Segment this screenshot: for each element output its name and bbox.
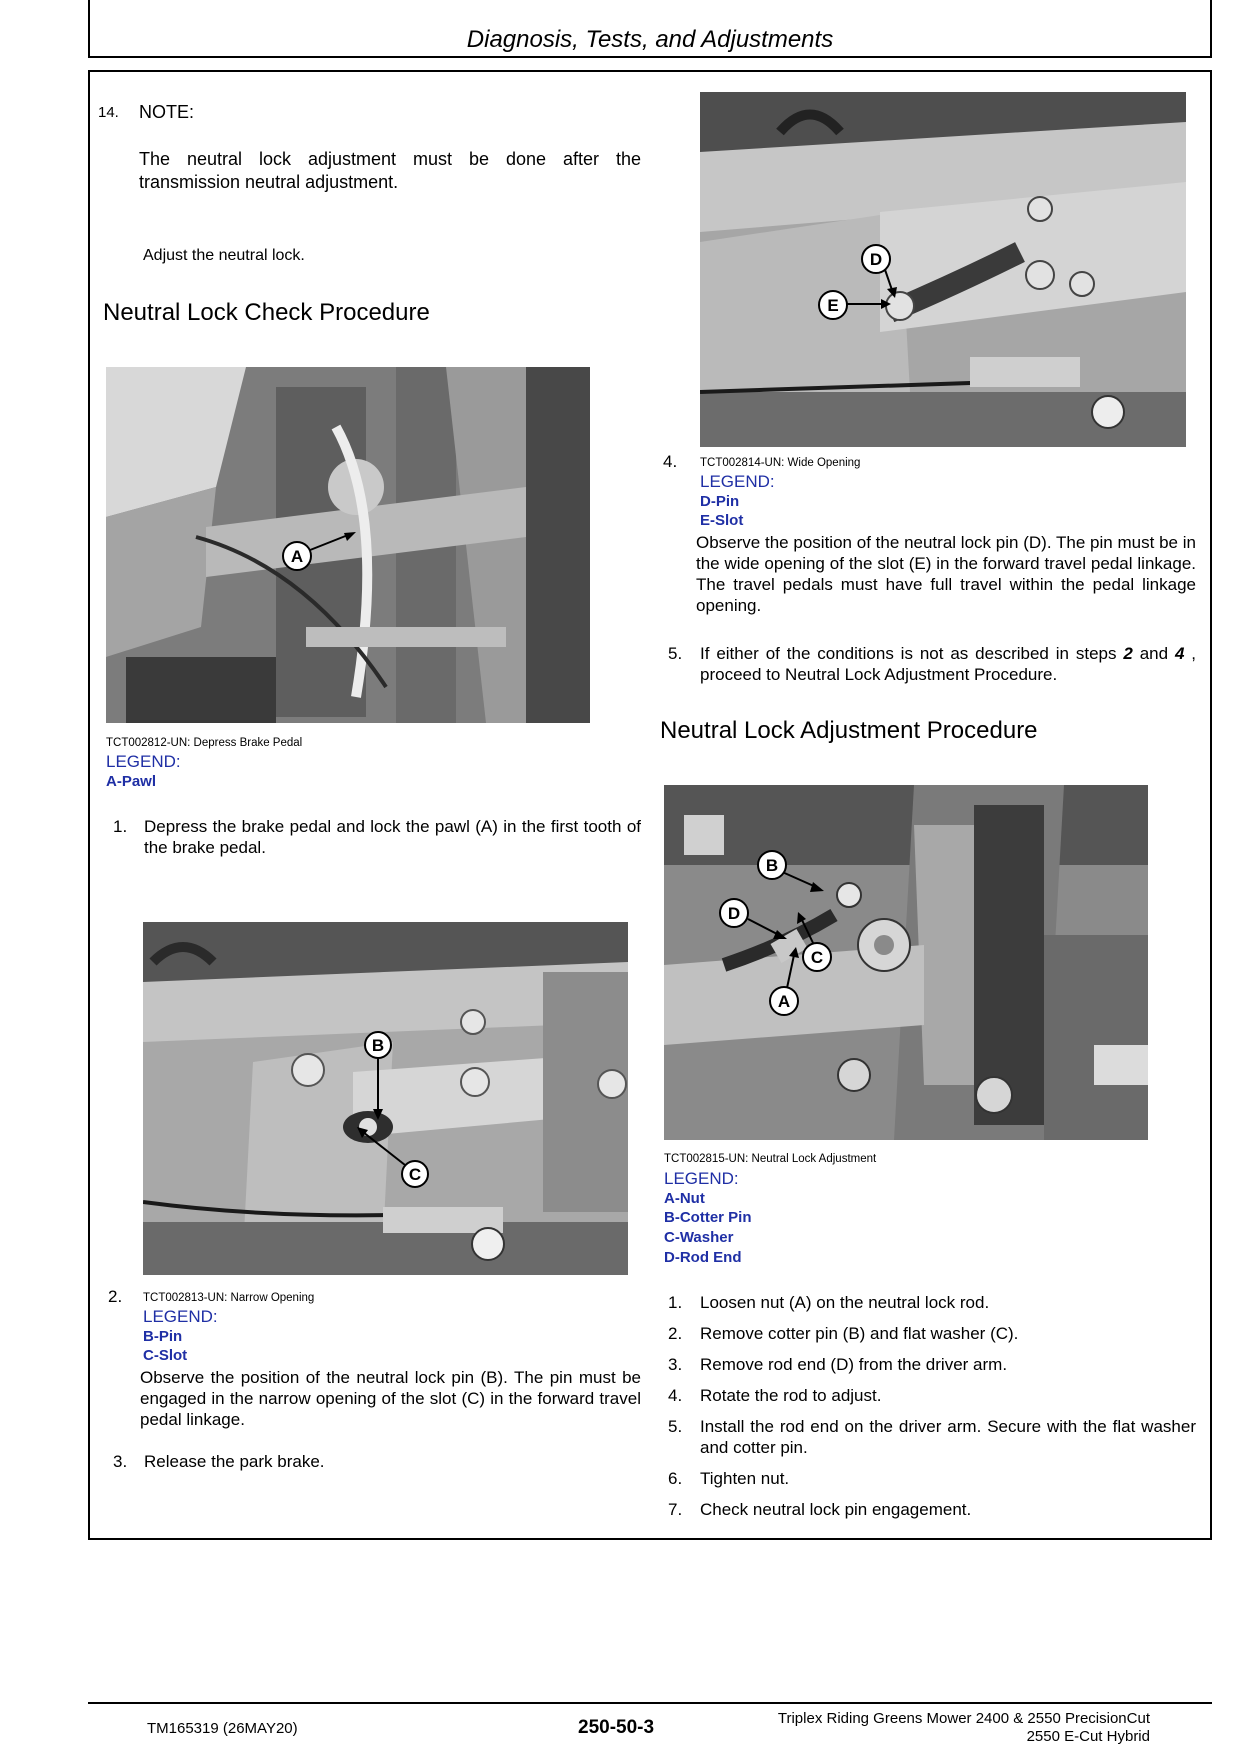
adjust-step-number: 5.	[668, 1417, 683, 1436]
note-label: NOTE:	[139, 102, 195, 122]
footer-product-line-2: 2550 E-Cut Hybrid	[1026, 1728, 1150, 1745]
callout-a-fig4: A	[777, 992, 791, 1011]
figure4-legend-item-1: A-Nut	[664, 1190, 705, 1207]
adjust-step-number: 2.	[668, 1324, 683, 1343]
adjust-step-text: Check neutral lock pin engagement.	[700, 1500, 972, 1519]
check-step-1-number: 1.	[113, 817, 128, 836]
figure4-legend-item-4: D-Rod End	[664, 1249, 742, 1266]
adjust-step-number: 6.	[668, 1469, 683, 1488]
adjustment-procedure-heading: Neutral Lock Adjustment Procedure	[660, 717, 1038, 744]
check-step-3-text: Release the park brake.	[144, 1452, 325, 1471]
callout-c-fig4: C	[810, 948, 824, 967]
figure4-legend-item-2: B-Cotter Pin	[664, 1209, 752, 1226]
callout-a: A	[290, 547, 304, 566]
adjust-step-number: 1.	[668, 1293, 683, 1312]
check-step-1-text: Depress the brake pedal and lock the pawl (A) in the first tooth of the brake pedal.	[144, 817, 641, 857]
page-header-title: Diagnosis, Tests, and Adjustments	[466, 26, 834, 53]
step-ref-2: 2	[1123, 644, 1133, 663]
figure4-legend-label: LEGEND:	[664, 1169, 739, 1188]
intro-text: Adjust the neutral lock.	[143, 247, 305, 264]
adjust-step-number: 4.	[668, 1386, 683, 1405]
step-14-number: 14.	[98, 104, 119, 121]
check-step-5-text: If either of the conditions is not as described in steps 2 and 4 , proceed to Neutral Lock Adjustment Procedure.	[700, 644, 1197, 684]
callout-c: C	[408, 1165, 422, 1184]
callout-b: B	[371, 1036, 385, 1055]
adjust-step-number: 3.	[668, 1355, 683, 1374]
figure2-legend-label: LEGEND:	[143, 1307, 218, 1326]
callout-e: E	[827, 296, 839, 315]
footer-product-name	[700, 1702, 1150, 1746]
note-text: The neutral lock adjustment must be done after the transmission neutral adjustment.	[139, 149, 641, 192]
check-step-4-number: 4.	[663, 452, 678, 471]
adjust-step-text: Loosen nut (A) on the neutral lock rod.	[700, 1293, 990, 1312]
check-procedure-heading: Neutral Lock Check Procedure	[103, 299, 430, 326]
figure1-caption: TCT002812-UN: Depress Brake Pedal	[106, 737, 303, 749]
figure-neutral-lock-adjustment-photo	[664, 785, 1148, 1140]
figure2-legend-item-2: C-Slot	[143, 1347, 188, 1364]
figure3-caption: TCT002814-UN: Wide Opening	[700, 457, 861, 469]
figure3-legend-label: LEGEND:	[700, 472, 775, 491]
figure-narrow-opening-photo	[143, 922, 628, 1275]
check-step-2-text: Observe the position of the neutral lock pin (B). The pin must be engaged in the narrow opening of the slot (C) in the forward travel pedal linkage.	[140, 1368, 641, 1429]
footer-product-line-1: Triplex Riding Greens Mower 2400 & 2550 PrecisionCut	[777, 1710, 1150, 1727]
figure1-legend-item: A-Pawl	[106, 773, 157, 790]
footer-page-number: 250-50-3	[578, 1717, 655, 1738]
check-step-4-text: Observe the position of the neutral lock pin (D). The pin must be in the wide opening of the slot (E) in the forward travel pedal linkage. The travel pedals must have full travel within the pedal linkage opening.	[696, 533, 1196, 615]
callout-d-fig4: D	[727, 904, 741, 923]
figure-wide-opening-photo	[700, 92, 1186, 447]
adjust-step-text: Tighten nut.	[700, 1469, 790, 1488]
check-step-3-number: 3.	[113, 1452, 128, 1471]
figure2-legend-item-1: B-Pin	[143, 1328, 183, 1345]
figure4-legend-item-3: C-Washer	[664, 1229, 734, 1246]
figure4-caption: TCT002815-UN: Neutral Lock Adjustment	[664, 1153, 877, 1165]
step-ref-4: 4	[1174, 644, 1185, 663]
figure3-legend-item-1: D-Pin	[700, 493, 740, 510]
figure-brake-pedal-photo	[106, 367, 590, 723]
check-step-5-number: 5.	[668, 644, 683, 663]
figure2-caption: TCT002813-UN: Narrow Opening	[143, 1292, 315, 1304]
adjust-step-text: Remove rod end (D) from the driver arm.	[700, 1355, 1008, 1374]
adjust-step-text: Remove cotter pin (B) and flat washer (C).	[700, 1324, 1019, 1343]
adjust-step-text: Install the rod end on the driver arm. Secure with the flat washer and cotter pin.	[700, 1417, 1196, 1457]
check-step-2-number: 2.	[108, 1287, 123, 1306]
callout-b-fig4: B	[765, 856, 779, 875]
adjust-step-number: 7.	[668, 1500, 683, 1519]
figure1-legend-label: LEGEND:	[106, 752, 181, 771]
figure3-legend-item-2: E-Slot	[700, 512, 744, 529]
adjust-step-text: Rotate the rod to adjust.	[700, 1386, 882, 1405]
callout-d: D	[869, 250, 883, 269]
footer-doc-id: TM165319 (26MAY20)	[147, 1720, 298, 1737]
